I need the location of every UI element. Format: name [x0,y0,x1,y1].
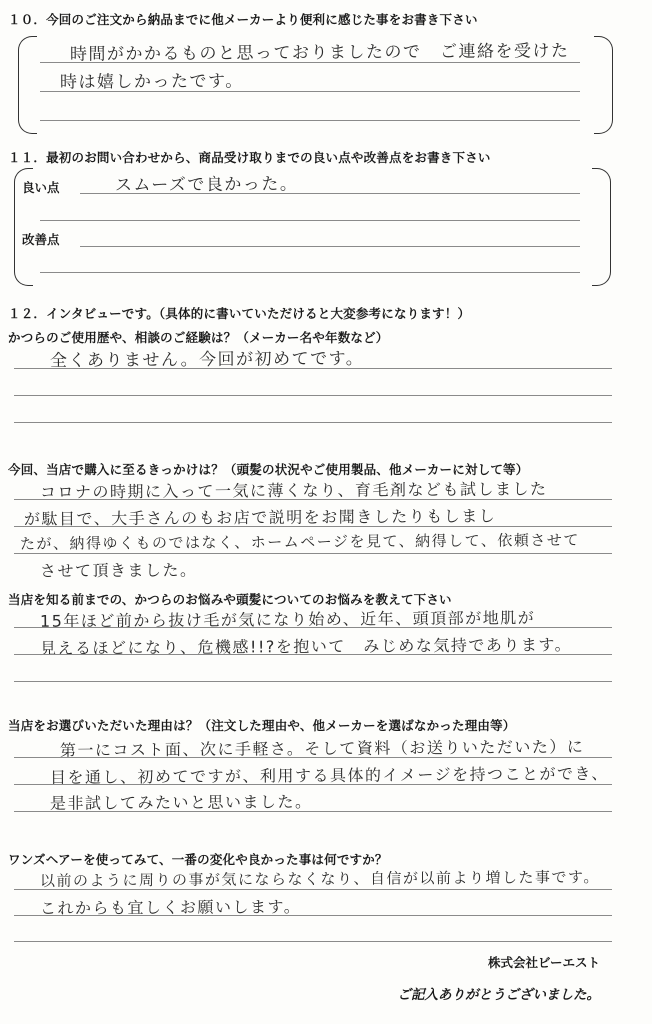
q12-item-2-line-1 [14,499,612,500]
q12-item-3-line-3 [14,681,612,682]
q12-item-3-answer-line-1: 15年ほど前から抜け毛が気になり始め、近年、頭頂部が地肌が [39,608,536,631]
q11-line-4 [40,272,580,273]
q12-item-5-line-2 [14,915,612,916]
q12-item-2-answer-line-1: コロナの時期に入って一気に薄くなり、育毛剤なども試しました [39,479,548,502]
q12-item-4-question: 当店をお選びいただいた理由は？（注文した理由や、他メーカーを選ばなかった理由等） [8,718,516,733]
q12-item-5-line-3 [14,941,612,942]
q12-item-1-question: かつらのご使用歴や、相談のご経験は？（メーカー名や年数など） [8,330,389,345]
q11-improve-label: 改善点 [22,232,60,247]
q11-line-2 [40,220,580,221]
q12-item-2-question: 今回、当店で購入に至るきっかけは？（頭髪の状況やご使用製品、他メーカーに対して等） [8,462,529,477]
q11-bracket-right [592,168,611,286]
q10-bracket-right [594,36,613,134]
q10-answer-line-2: 時は嬉しかったです。 [59,71,244,93]
q10-line-3 [40,120,580,121]
q12-item-3-answer-line-2: 見えるほどになり、危機感!!?を抱いて みじめな気持であります。 [39,635,573,658]
q12-item-3-line-1 [14,627,612,628]
q12-item-2-line-3 [14,553,612,554]
q12-item-3-line-2 [14,654,612,655]
q12-item-5-question: ワンズヘアーを使ってみて、一番の変化や良かった事は何ですか？ [8,852,388,867]
q10-question: １０．今回のご注文から納品までに他メーカーより便利に感じた事をお書き下さい [8,12,478,27]
q12-item-1-line-2 [14,395,612,396]
q12-item-5-line-1 [14,889,612,890]
company-name: 株式会社ビーエスト [487,955,600,970]
q12-item-4-answer-line-2: 目を通し、初めてですが、利用する具体的イメージを持つことができ、 [49,764,609,787]
thank-you-note: ご記入ありがとうございました。 [397,987,600,1003]
q12-item-4-answer-line-1: 第一にコスト面、次に手軽さ。そして資料（お送りいただいた）に [59,737,585,760]
q12-item-4-line-3 [14,811,612,812]
q12-item-1-line-3 [14,422,612,423]
q10-answer-line-1: 時間がかかるものと思っておりましたので ご連絡を受けた [69,41,570,65]
q12-heading: １２．インタビューです。（具体的に書いていただけると大変参考になります！） [8,306,471,321]
q11-line-3 [80,246,580,247]
q10-bracket-left [18,36,37,134]
q12-item-2-answer-line-2: が駄目で、大手さんのもお店で説明をお聞きしたりもしまし [23,506,497,529]
q12-item-3-question: 当店を知る前までの、かつらのお悩みや頭髪についてのお悩みを教えて下さい [8,592,452,607]
q11-good-label: 良い点 [22,180,60,195]
q12-item-1-answer-line-1: 全くありません。今回が初めてです。 [49,348,365,372]
q11-good-answer: スムーズで良かった。 [114,174,299,196]
q11-question: １１．最初のお問い合わせから、商品受け取りまでの良い点や改善点をお書き下さい [8,150,491,165]
q12-item-1-line-1 [14,368,612,369]
q12-item-4-answer-line-3: 是非試してみたいと思いました。 [49,792,313,813]
q12-item-5-answer-line-1: 以前のように周りの事が気にならなくなり、自信が以前より増した事です。 [39,868,600,890]
q12-item-4-line-2 [14,784,612,785]
q12-item-2-answer-line-4: させて頂きました。 [39,560,198,581]
q12-item-2-line-2 [14,526,612,527]
q12-item-4-line-1 [14,757,612,758]
q11-line-1 [80,193,580,194]
q12-item-2-answer-line-3: たが、納得ゆくものではなく、ホームページを見て、納得して、依頼させて [19,531,580,553]
q12-item-5-answer-line-2: これからも宜しくお願いします。 [39,897,302,918]
